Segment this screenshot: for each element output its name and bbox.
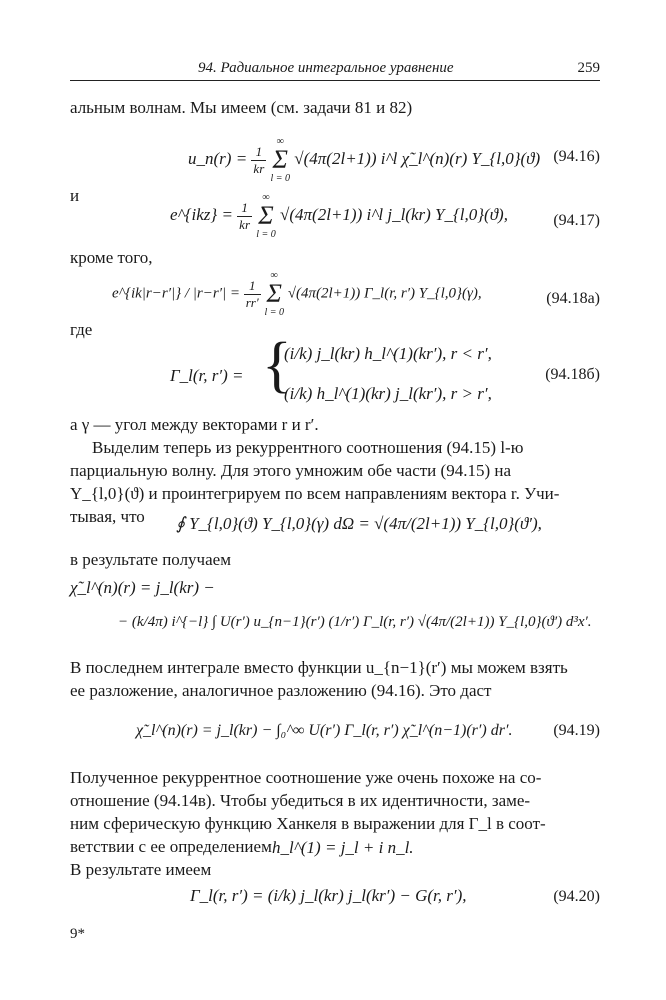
eq4-case-1: (i/k) j_l(kr) h_l^(1)(kr′), r < r′, bbox=[284, 344, 492, 363]
eq3-lhs: e^{ik|r−r′|} / |r−r′| = bbox=[112, 285, 240, 302]
eq-number-94-18a: (94.18а) bbox=[546, 290, 600, 307]
paragraph-6c: Y_{l,0}(ϑ) и проинтегрируем по всем направлениям вектора r. Учи- bbox=[70, 484, 560, 503]
header-title: 94. Радиальное интегральное уравнение bbox=[198, 60, 454, 76]
equation-chi-line-1: χ̃_l^(n)(r) = j_l(kr) − bbox=[70, 578, 215, 597]
eq1-lhs: u_n(r) = bbox=[188, 148, 248, 168]
paragraph-2: и bbox=[70, 186, 80, 205]
paragraph-4: где bbox=[70, 320, 93, 339]
eq4-case-2: (i/k) h_l^(1)(kr) j_l(kr′), r > r′, bbox=[284, 384, 492, 403]
sum-l-0-inf: ∞ Σ l = 0 bbox=[270, 136, 291, 184]
paragraph-9b: отношение (94.14в). Чтобы убедиться в их идентичности, заме- bbox=[70, 791, 531, 810]
eq-number-94-16: (94.16) bbox=[553, 148, 600, 165]
fraction-1-kr: $\frac{1}{kr}$ bbox=[239, 199, 251, 232]
equation-orthogonality: ∮ Y_{l,0}(ϑ) Y_{l,0}(γ) dΩ = √(4π/(2l+1)) Y_{l,0}(ϑ′), bbox=[176, 514, 542, 533]
paragraph-3: кроме того, bbox=[70, 248, 153, 267]
paragraph-10: В результате имеем bbox=[70, 860, 212, 879]
equation-chi-line-2: − (k/4π) i^{−l} ∫ U(r′) u_{n−1}(r′) (1/r′) Γ_l(r, r′) √(4π/(2l+1)) Y_{l,0}(ϑ′) d³x′. bbox=[118, 614, 592, 630]
left-brace: { bbox=[262, 331, 292, 399]
paragraph-9a: Полученное рекуррентное соотношение уже очень похоже на со- bbox=[70, 768, 542, 787]
paragraph-5: а γ — угол между векторами r и r′. bbox=[70, 415, 319, 434]
eq-number-94-19: (94.19) bbox=[553, 722, 600, 739]
paragraph-6a: Выделим теперь из рекуррентного соотношения (94.15) l-ю bbox=[92, 438, 524, 457]
running-header bbox=[70, 58, 600, 81]
paragraph-1: альным волнам. Мы имеем (см. задачи 81 и 82) bbox=[70, 98, 413, 117]
equation-94-17 bbox=[170, 192, 508, 240]
eq1-rhs: √(4π(2l+1)) i^l χ̃_l^(n)(r) Y_{l,0}(ϑ) bbox=[294, 148, 541, 168]
paragraph-6d: тывая, что bbox=[70, 507, 145, 526]
equation-hankel: h_l^(1) = j_l + i n_l. bbox=[272, 838, 414, 857]
equation-94-20: Γ_l(r, r′) = (i/k) j_l(kr) j_l(kr′) − G(r, r′), bbox=[190, 886, 467, 905]
fraction-1-rr: $\frac{1}{rr'}$ bbox=[245, 277, 259, 310]
eq2-rhs: √(4π(2l+1)) i^l j_l(kr) Y_{l,0}(ϑ), bbox=[280, 204, 508, 224]
paragraph-7: в результате получаем bbox=[70, 550, 231, 569]
eq-number-94-17: (94.17) bbox=[553, 212, 600, 229]
paragraph-9d: ветствии с ее определением bbox=[70, 837, 272, 856]
eq3-rhs: √(4π(2l+1)) Γ_l(r, r′) Y_{l,0}(γ), bbox=[287, 285, 482, 302]
equation-94-16 bbox=[188, 136, 540, 184]
signature-mark: 9* bbox=[70, 926, 85, 942]
paragraph-6b: парциальную волну. Для этого умножим обе части (94.15) на bbox=[70, 461, 511, 480]
paragraph-8a: В последнем интеграле вместо функции u_{n−1}(r′) мы можем взять bbox=[70, 658, 568, 677]
equation-94-19: χ̃_l^(n)(r) = j_l(kr) − ∫₀^∞ U(r′) Γ_l(r, r′) χ̃_l^(n−1)(r′) dr′. bbox=[136, 722, 513, 739]
eq2-lhs: e^{ikz} = bbox=[170, 204, 233, 224]
eq-number-94-18b: (94.18б) bbox=[545, 366, 600, 383]
paragraph-8b: ее разложение, аналогичное разложению (94.16). Это даст bbox=[70, 681, 492, 700]
page-number: 259 bbox=[577, 60, 600, 76]
sum-l-0-inf: ∞ Σ l = 0 bbox=[256, 192, 276, 240]
equation-94-18a bbox=[112, 270, 482, 318]
paragraph-9c: ним сферическую функцию Ханкеля в выражении для Γ_l в соот- bbox=[70, 814, 546, 833]
fraction-1-kr: $\frac{1}{kr}$ bbox=[253, 143, 265, 176]
eq4-lhs: Γ_l(r, r′) = bbox=[170, 366, 244, 385]
sum-l-0-inf: ∞ Σ l = 0 bbox=[264, 270, 284, 318]
eq-number-94-20: (94.20) bbox=[553, 888, 600, 905]
